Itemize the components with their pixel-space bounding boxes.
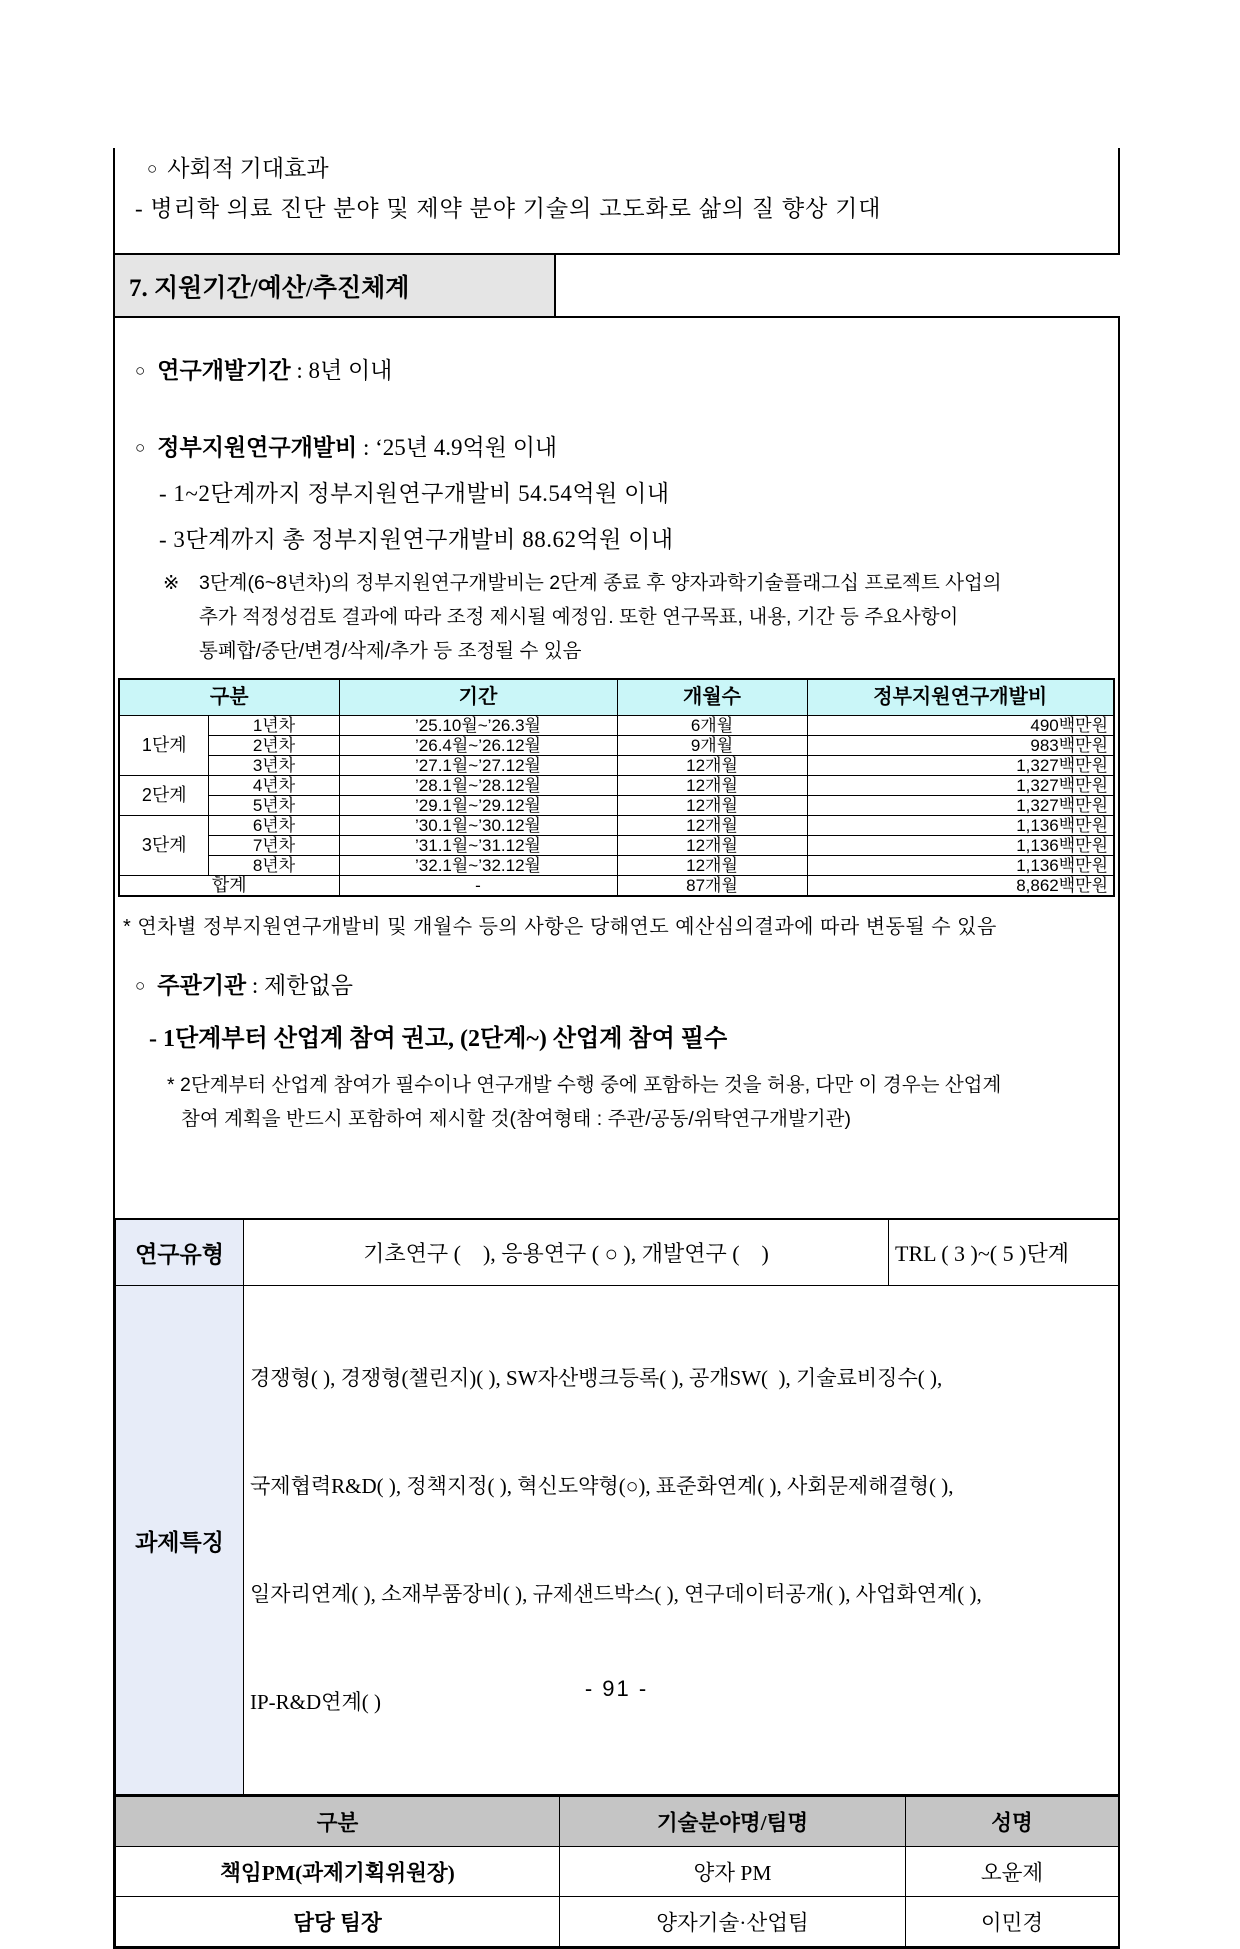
period-cell: ’26.4월~’26.12월 xyxy=(339,736,617,756)
months-cell: 12개월 xyxy=(617,836,807,856)
section-7-body xyxy=(115,352,1118,1218)
period-cell: ’32.1월~’32.12월 xyxy=(339,856,617,876)
circle-bullet: ○ xyxy=(135,976,146,995)
period-cell: ’27.1월~’27.12월 xyxy=(339,756,617,776)
stage-cell: 1단계 xyxy=(119,716,209,776)
social-effect-title: 사회적 기대효과 xyxy=(167,156,329,181)
table-row xyxy=(119,736,1114,756)
gov-budget-sub2: - 3단계까지 총 정부지원연구개발비 88.62억원 이내 xyxy=(159,527,674,552)
year-cell: 3년차 xyxy=(209,756,339,776)
note-line: 3단계(6~8년차)의 정부지원연구개발비는 2단계 종료 후 양자과학기술플래그십 프로젝트 사업의 xyxy=(199,572,1002,594)
rnd-period-value: : 8년 이내 xyxy=(290,358,393,383)
gov-budget-label: 정부지원연구개발비 xyxy=(157,435,358,460)
months-cell: 12개월 xyxy=(617,796,807,816)
gov-budget-line xyxy=(135,429,1118,462)
industry-participation-note xyxy=(167,1068,1118,1136)
stage3-adjust-note xyxy=(163,566,1118,668)
period-cell: ’30.1월~’30.12월 xyxy=(339,816,617,836)
host-org-label: 주관기관 xyxy=(157,973,247,998)
research-type-value: 기초연구 ( ), 응용연구 ( ○ ), 개발연구 ( ) xyxy=(244,1219,889,1286)
social-effect-box xyxy=(113,148,1120,255)
circle-bullet: ○ xyxy=(147,159,158,178)
amount-cell: 1,136백만원 xyxy=(807,856,1114,876)
year-cell: 1년차 xyxy=(209,716,339,736)
yearly-budget-table xyxy=(118,678,1115,897)
table-row xyxy=(119,716,1114,736)
year-cell: 6년차 xyxy=(209,816,339,836)
reference-mark: ※ xyxy=(163,572,180,594)
year-cell: 4년차 xyxy=(209,776,339,796)
col-header-months: 개월수 xyxy=(617,679,807,716)
total-period-cell: - xyxy=(339,876,617,897)
rnd-period-line xyxy=(135,352,1118,385)
months-cell: 12개월 xyxy=(617,756,807,776)
trl-range: TRL ( 3 )~( 5 )단계 xyxy=(889,1219,1119,1286)
total-label-cell: 합계 xyxy=(119,876,339,897)
note-line: 추가 적정성검토 결과에 따라 조정 제시될 예정임. 또한 연구목표, 내용, 기간 등 주요사항이 xyxy=(199,606,959,628)
months-cell: 12개월 xyxy=(617,856,807,876)
staff-col-name: 성명 xyxy=(906,1796,1119,1847)
name-cell: 오윤제 xyxy=(906,1847,1119,1897)
table-row xyxy=(119,816,1114,836)
stage-cell: 3단계 xyxy=(119,816,209,876)
host-org-value: : 제한없음 xyxy=(246,973,353,998)
amount-cell: 1,327백만원 xyxy=(807,776,1114,796)
year-cell: 5년차 xyxy=(209,796,339,816)
amount-cell: 1,327백만원 xyxy=(807,756,1114,776)
amount-cell: 1,327백만원 xyxy=(807,796,1114,816)
period-cell: ’28.1월~’28.12월 xyxy=(339,776,617,796)
research-type-label: 연구유형 xyxy=(116,1219,244,1286)
table-row xyxy=(119,756,1114,776)
research-type-table xyxy=(115,1218,1119,1795)
col-header-gubun: 구분 xyxy=(119,679,339,716)
content-column xyxy=(113,0,1120,1949)
total-amount-cell: 8,862백만원 xyxy=(807,876,1114,897)
industry-participation-requirement: - 1단계부터 산업계 참여 권고, (2단계~) 산업계 참여 필수 xyxy=(149,1026,728,1052)
note-line: * 2단계부터 산업계 참여가 필수이나 연구개발 수행 중에 포함하는 것을 허용, 다만 이 경우는 산업계 xyxy=(167,1074,1002,1096)
col-header-period: 기간 xyxy=(339,679,617,716)
note-line: 참여 계획을 반드시 포함하여 제시할 것(참여형태 : 주관/공동/위탁연구개발기관) xyxy=(181,1108,851,1130)
feature-line: 국제협력R&D( ), 정책지정( ), 혁신도약형(○), 표준화연계( ), 사회문제해결형( ), xyxy=(250,1474,954,1498)
year-cell: 7년차 xyxy=(209,836,339,856)
budget-table-footnote: * 연차별 정부지원연구개발비 및 개월수 등의 사항은 당해연도 예산심의결과에 따라 변동될 수 있음 xyxy=(123,916,997,938)
staff-col-gubun: 구분 xyxy=(116,1796,560,1847)
year-cell: 2년차 xyxy=(209,736,339,756)
col-header-amount: 정부지원연구개발비 xyxy=(807,679,1114,716)
total-months-cell: 87개월 xyxy=(617,876,807,897)
staff-header-row xyxy=(116,1796,1119,1847)
staff-col-team: 기술분야명/팀명 xyxy=(560,1796,906,1847)
social-effect-heading xyxy=(131,152,1102,186)
period-cell: ’25.10월~’26.3월 xyxy=(339,716,617,736)
page-number: - 91 - xyxy=(584,1676,649,1701)
note-line: 통폐합/중단/변경/삭제/추가 등 조정될 수 있음 xyxy=(199,640,582,662)
months-cell: 12개월 xyxy=(617,816,807,836)
section-7-frame xyxy=(113,316,1120,1949)
name-cell: 이민경 xyxy=(906,1897,1119,1947)
table-row xyxy=(116,1847,1119,1897)
feature-line: IP-R&D연계( ) xyxy=(250,1690,381,1714)
project-feature-label: 과제특징 xyxy=(116,1286,244,1795)
amount-cell: 983백만원 xyxy=(807,736,1114,756)
table-row xyxy=(116,1897,1119,1947)
team-cell: 양자기술·산업팀 xyxy=(560,1897,906,1947)
period-cell: ’29.1월~’29.12월 xyxy=(339,796,617,816)
budget-table-header-row xyxy=(119,679,1114,716)
table-row xyxy=(119,836,1114,856)
section-7-header xyxy=(113,255,556,318)
circle-bullet: ○ xyxy=(135,438,146,457)
role-cell: 책임PM(과제기획위원장) xyxy=(116,1847,560,1897)
role-cell: 담당 팀장 xyxy=(116,1897,560,1947)
gov-budget-sub1: - 1~2단계까지 정부지원연구개발비 54.54억원 이내 xyxy=(159,481,670,506)
host-org-line xyxy=(135,967,1118,1000)
project-feature-row xyxy=(116,1286,1119,1795)
project-feature-list xyxy=(244,1286,1119,1795)
feature-line: 경쟁형( ), 경쟁형(챌린지)( ), SW자산뱅크등록( ), 공개SW( ), 기술료비징수( ), xyxy=(250,1366,943,1390)
staff-table xyxy=(115,1795,1119,1947)
year-cell: 8년차 xyxy=(209,856,339,876)
table-row xyxy=(119,856,1114,876)
gov-budget-value: : ‘25년 4.9억원 이내 xyxy=(357,435,558,460)
social-effect-detail: - 병리학 의료 진단 분야 및 제약 분야 기술의 고도화로 삶의 질 향상 기대 xyxy=(135,196,882,221)
team-cell: 양자 PM xyxy=(560,1847,906,1897)
table-row xyxy=(119,776,1114,796)
total-row xyxy=(119,876,1114,897)
stage-cell: 2단계 xyxy=(119,776,209,816)
months-cell: 12개월 xyxy=(617,776,807,796)
period-cell: ’31.1월~’31.12월 xyxy=(339,836,617,856)
amount-cell: 1,136백만원 xyxy=(807,836,1114,856)
amount-cell: 1,136백만원 xyxy=(807,816,1114,836)
table-row xyxy=(119,796,1114,816)
amount-cell: 490백만원 xyxy=(807,716,1114,736)
section-7-title: 7. 지원기간/예산/추진체계 xyxy=(129,274,410,302)
stage3-adjust-note-lines xyxy=(199,566,1002,668)
feature-line: 일자리연계( ), 소재부품장비( ), 규제샌드박스( ), 연구데이터공개( ), 사업화연계( ), xyxy=(250,1582,982,1606)
months-cell: 9개월 xyxy=(617,736,807,756)
research-type-row xyxy=(116,1219,1119,1286)
rnd-period-label: 연구개발기간 xyxy=(157,358,291,383)
months-cell: 6개월 xyxy=(617,716,807,736)
circle-bullet: ○ xyxy=(135,361,146,380)
